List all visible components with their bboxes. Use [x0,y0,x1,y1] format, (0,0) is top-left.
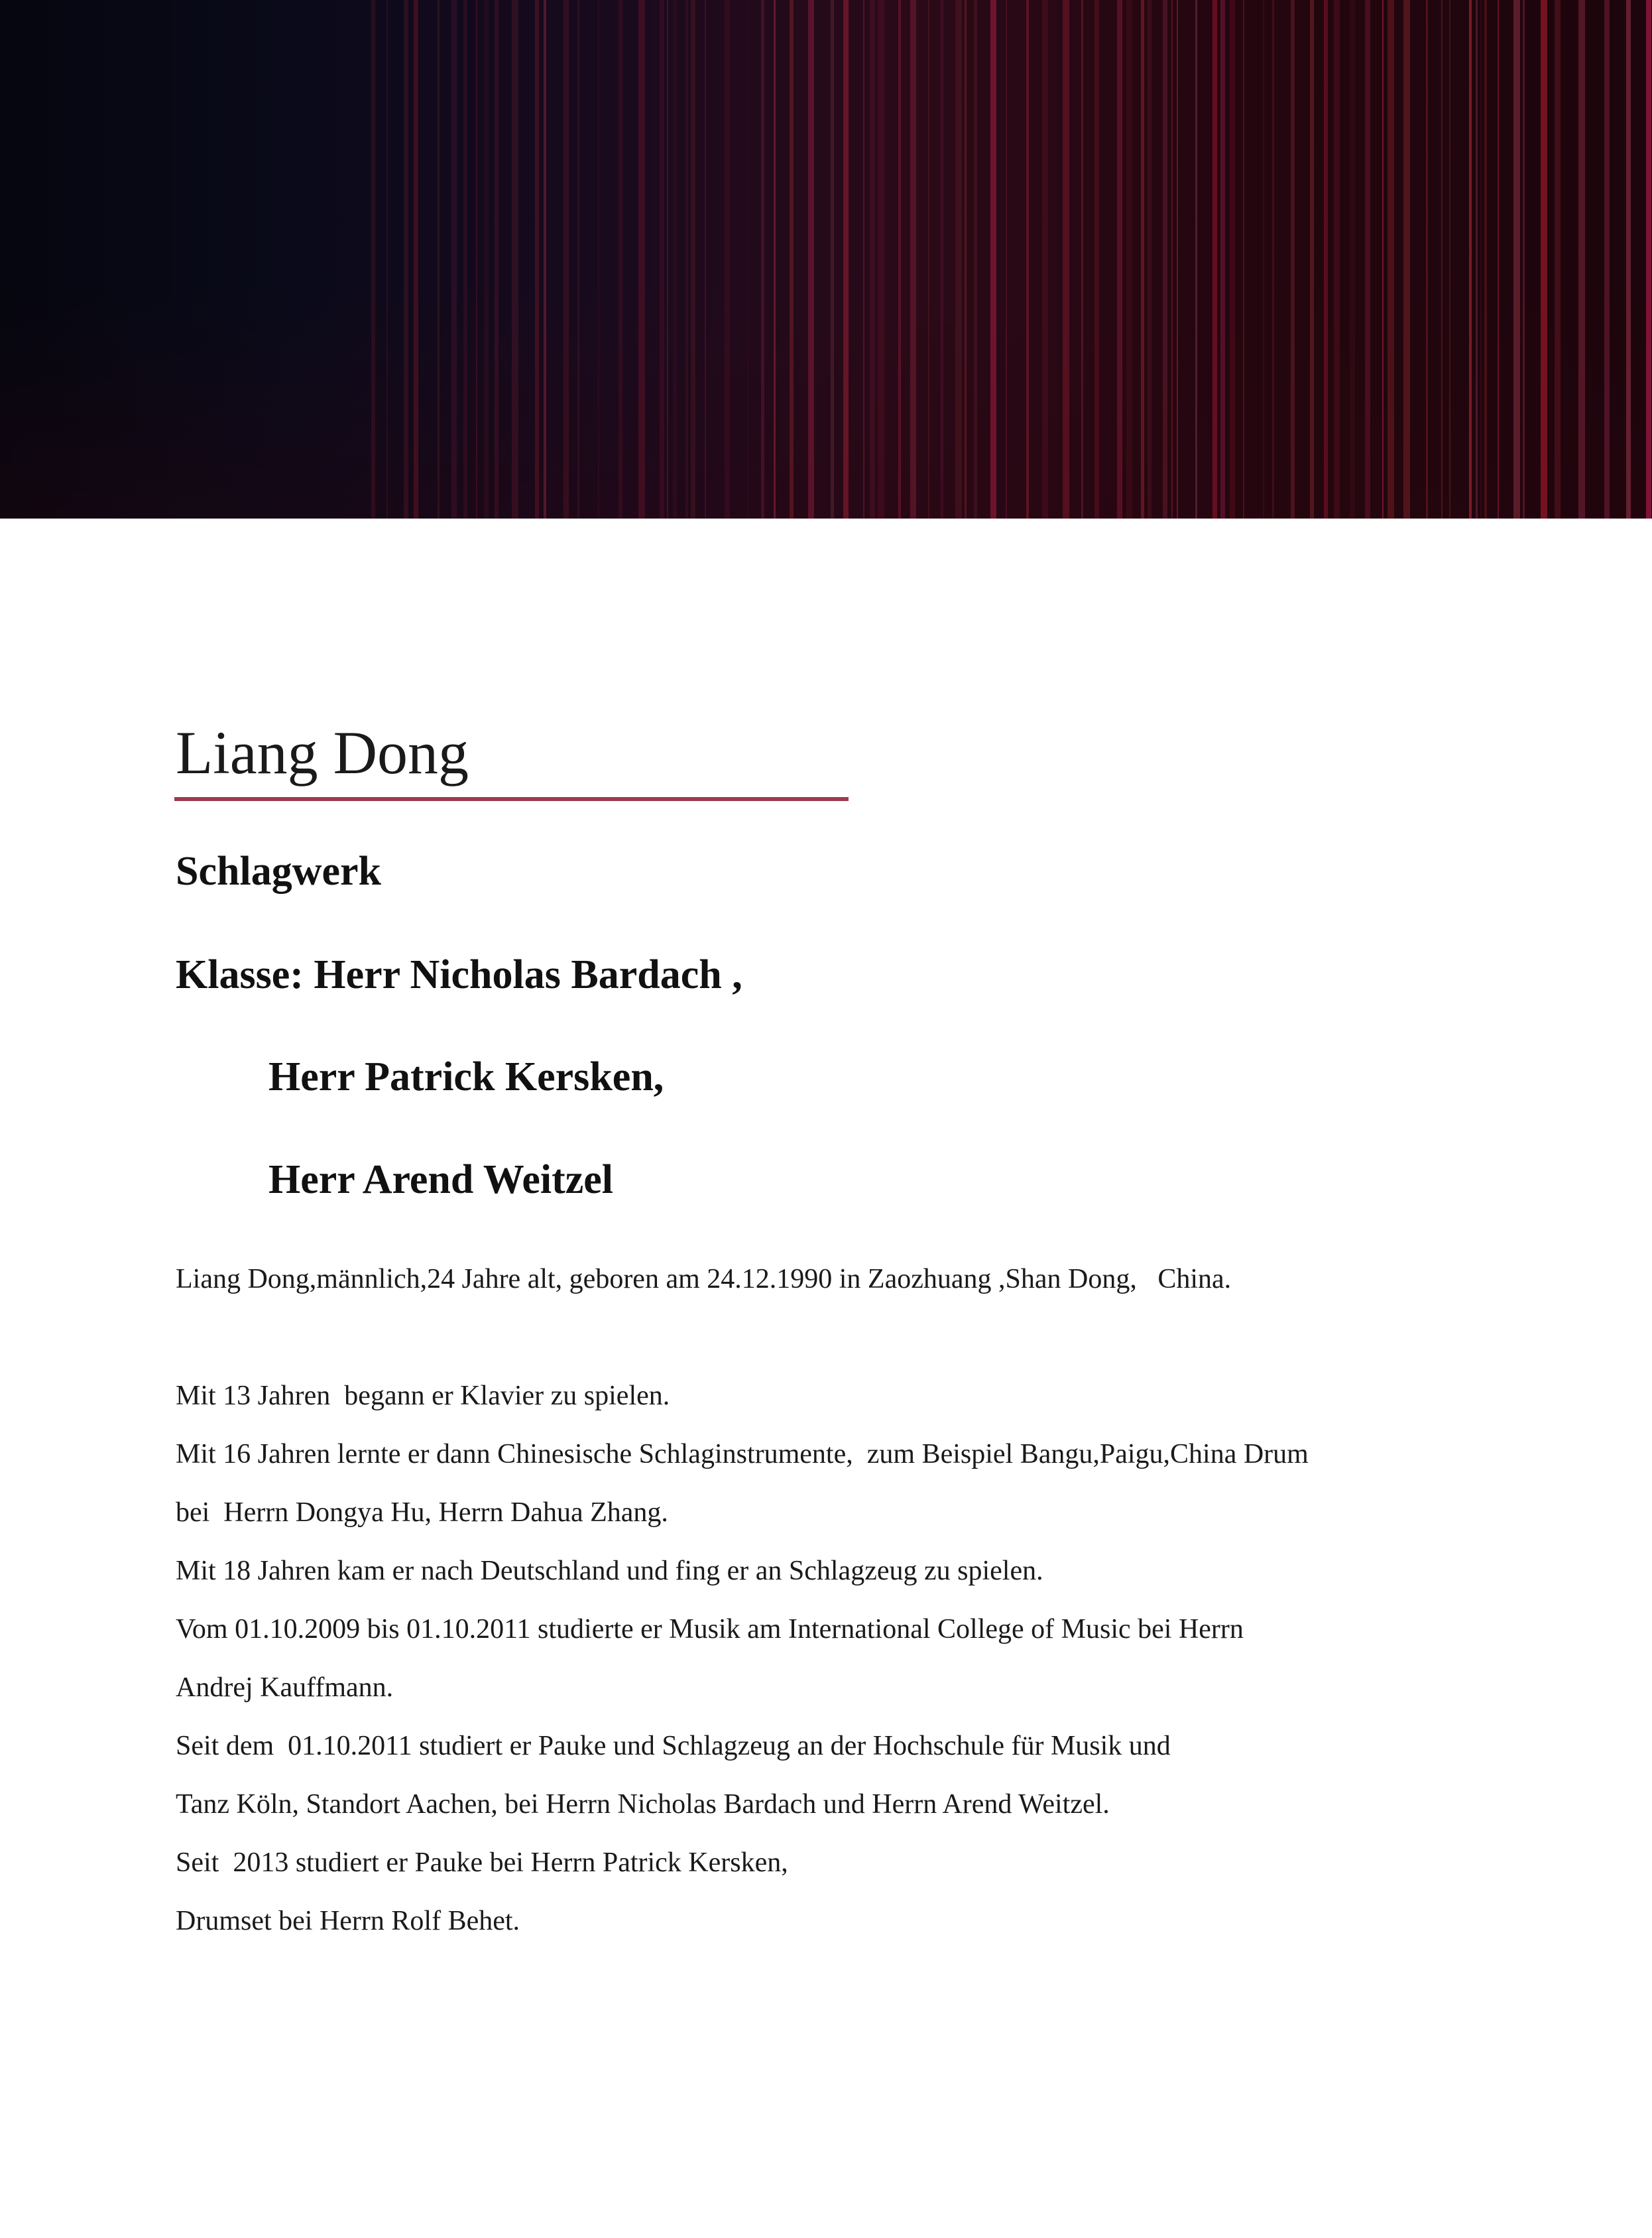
banner-stripe [1498,0,1499,519]
banner-stripe [563,0,569,519]
banner-stripe [1094,0,1099,519]
banner-stripe [1382,0,1384,519]
banner-stripe [1469,0,1472,519]
banner-stripe [544,0,546,519]
person-name: Liang Dong [176,719,469,786]
banner-stripe [1324,0,1328,519]
banner-stripe [1310,0,1314,519]
banner-stripe [484,0,489,519]
bio-line: bei Herrn Dongya Hu, Herrn Dahua Zhang. [176,1497,668,1528]
banner-stripe [941,0,943,519]
banner-stripe [1148,0,1151,519]
banner-stripe [705,0,706,519]
banner-stripe [1230,0,1235,519]
banner-stripe [1117,0,1122,519]
banner-stripe [577,0,579,519]
banner-stripe [1513,0,1520,519]
stripe-pattern [0,0,1652,519]
teacher-line-2: Herr Arend Weitzel [268,1157,614,1202]
banner-stripe [863,0,864,519]
banner-stripe [1291,0,1295,519]
banner-stripe [476,0,477,519]
bio-line: Andrej Kauffmann. [176,1672,394,1703]
banner-stripe [691,0,695,519]
banner-stripe [870,0,875,519]
bio-line: Vom 01.10.2009 bis 01.10.2011 studierte er Musik am International College of Music bei Herrn [176,1614,1244,1645]
banner-stripe [1334,0,1340,519]
banner-stripe [928,0,929,519]
banner-stripe [1263,0,1264,519]
banner-stripe [1476,0,1478,519]
banner-stripe [1177,0,1178,519]
banner-stripe [1604,0,1610,519]
banner-stripe [1063,0,1069,519]
banner-stripe [1480,0,1482,519]
bio-intro: Liang Dong,männlich,24 Jahre alt, geboren am 24.12.1990 in Zaozhuang ,Shan Dong, China. [176,1264,1232,1294]
banner-stripe [790,0,794,519]
banner-stripe [831,0,834,519]
banner-stripe [1365,0,1370,519]
teacher-line-1: Herr Patrick Kersken, [268,1054,664,1099]
banner-stripe [463,0,467,519]
banner-stripe [1523,0,1525,519]
banner-stripe [1387,0,1394,519]
class-heading: Klasse: Herr Nicholas Bardach , [176,952,742,997]
banner-stripe [1426,0,1428,519]
banner-stripe [1141,0,1144,519]
bio-line: Seit dem 01.10.2011 studiert er Pauke und Schlagzeug an der Hochschule für Musik und [176,1731,1171,1761]
banner-stripe [1006,0,1007,519]
banner-stripe [1126,0,1132,519]
banner-stripe [1646,0,1651,519]
banner-stripe [1243,0,1244,519]
banner-stripe [685,0,688,519]
banner-stripe [1449,0,1450,519]
banner-stripe [843,0,849,519]
banner-stripe [1555,0,1561,519]
banner-stripe [747,0,748,519]
banner-stripe [371,0,375,519]
banner-stripe [974,0,977,519]
banner-stripe [1403,0,1410,519]
banner-stripe [1541,0,1547,519]
banner-stripe [761,0,764,519]
bio-line: Drumset bei Herrn Rolf Behet. [176,1906,520,1936]
banner-stripe [1578,0,1585,519]
bio-line: Mit 18 Jahren kam er nach Deutschland und fing er an Schlagzeug zu spielen. [176,1556,1043,1586]
banner-stripe [404,0,408,519]
bio-line: Mit 13 Jahren begann er Klavier zu spielen. [176,1381,670,1411]
instrument-heading: Schlagwerk [176,849,381,894]
bio-line: Seit 2013 studiert er Pauke bei Herrn Patrick Kersken, [176,1847,788,1878]
header-banner-image [0,0,1652,519]
banner-stripe [965,0,967,519]
banner-stripe [414,0,418,519]
title-underline [174,797,849,801]
banner-stripe [1220,0,1225,519]
banner-stripe [878,0,884,519]
banner-stripe [667,0,668,519]
banner-stripe [535,0,539,519]
banner-stripe [774,0,776,519]
banner-stripe [1026,0,1029,519]
banner-stripe [1195,0,1197,519]
banner-stripe [1441,0,1443,519]
banner-stripe [1163,0,1167,519]
banner-stripe [1171,0,1173,519]
banner-stripe [660,0,664,519]
banner-stripe [1350,0,1355,519]
banner-stripe [386,0,388,519]
banner-stripe [512,0,518,519]
banner-stripe [1081,0,1083,519]
banner-stripe [1484,0,1487,519]
banner-stripe [438,0,440,519]
banner-stripe [619,0,622,519]
banner-stripe [1272,0,1274,519]
banner-stripe [955,0,962,519]
banner-stripe [638,0,645,519]
bio-line: Mit 16 Jahren lernte er dann Chinesische Schlaginstrumente, zum Beispiel Bangu,Paigu,China Drum [176,1439,1309,1469]
banner-stripe [910,0,916,519]
banner-stripe [673,0,677,519]
banner-stripe [598,0,599,519]
banner-stripe [451,0,457,519]
banner-stripe [990,0,996,519]
banner-stripe [898,0,901,519]
banner-stripe [1212,0,1217,519]
bio-line: Tanz Köln, Standort Aachen, bei Herrn Nicholas Bardach und Herrn Arend Weitzel. [176,1789,1110,1820]
banner-stripe [725,0,730,519]
banner-stripe [1042,0,1048,519]
banner-stripe [1626,0,1631,519]
banner-stripe [808,0,814,519]
banner-stripe [495,0,499,519]
